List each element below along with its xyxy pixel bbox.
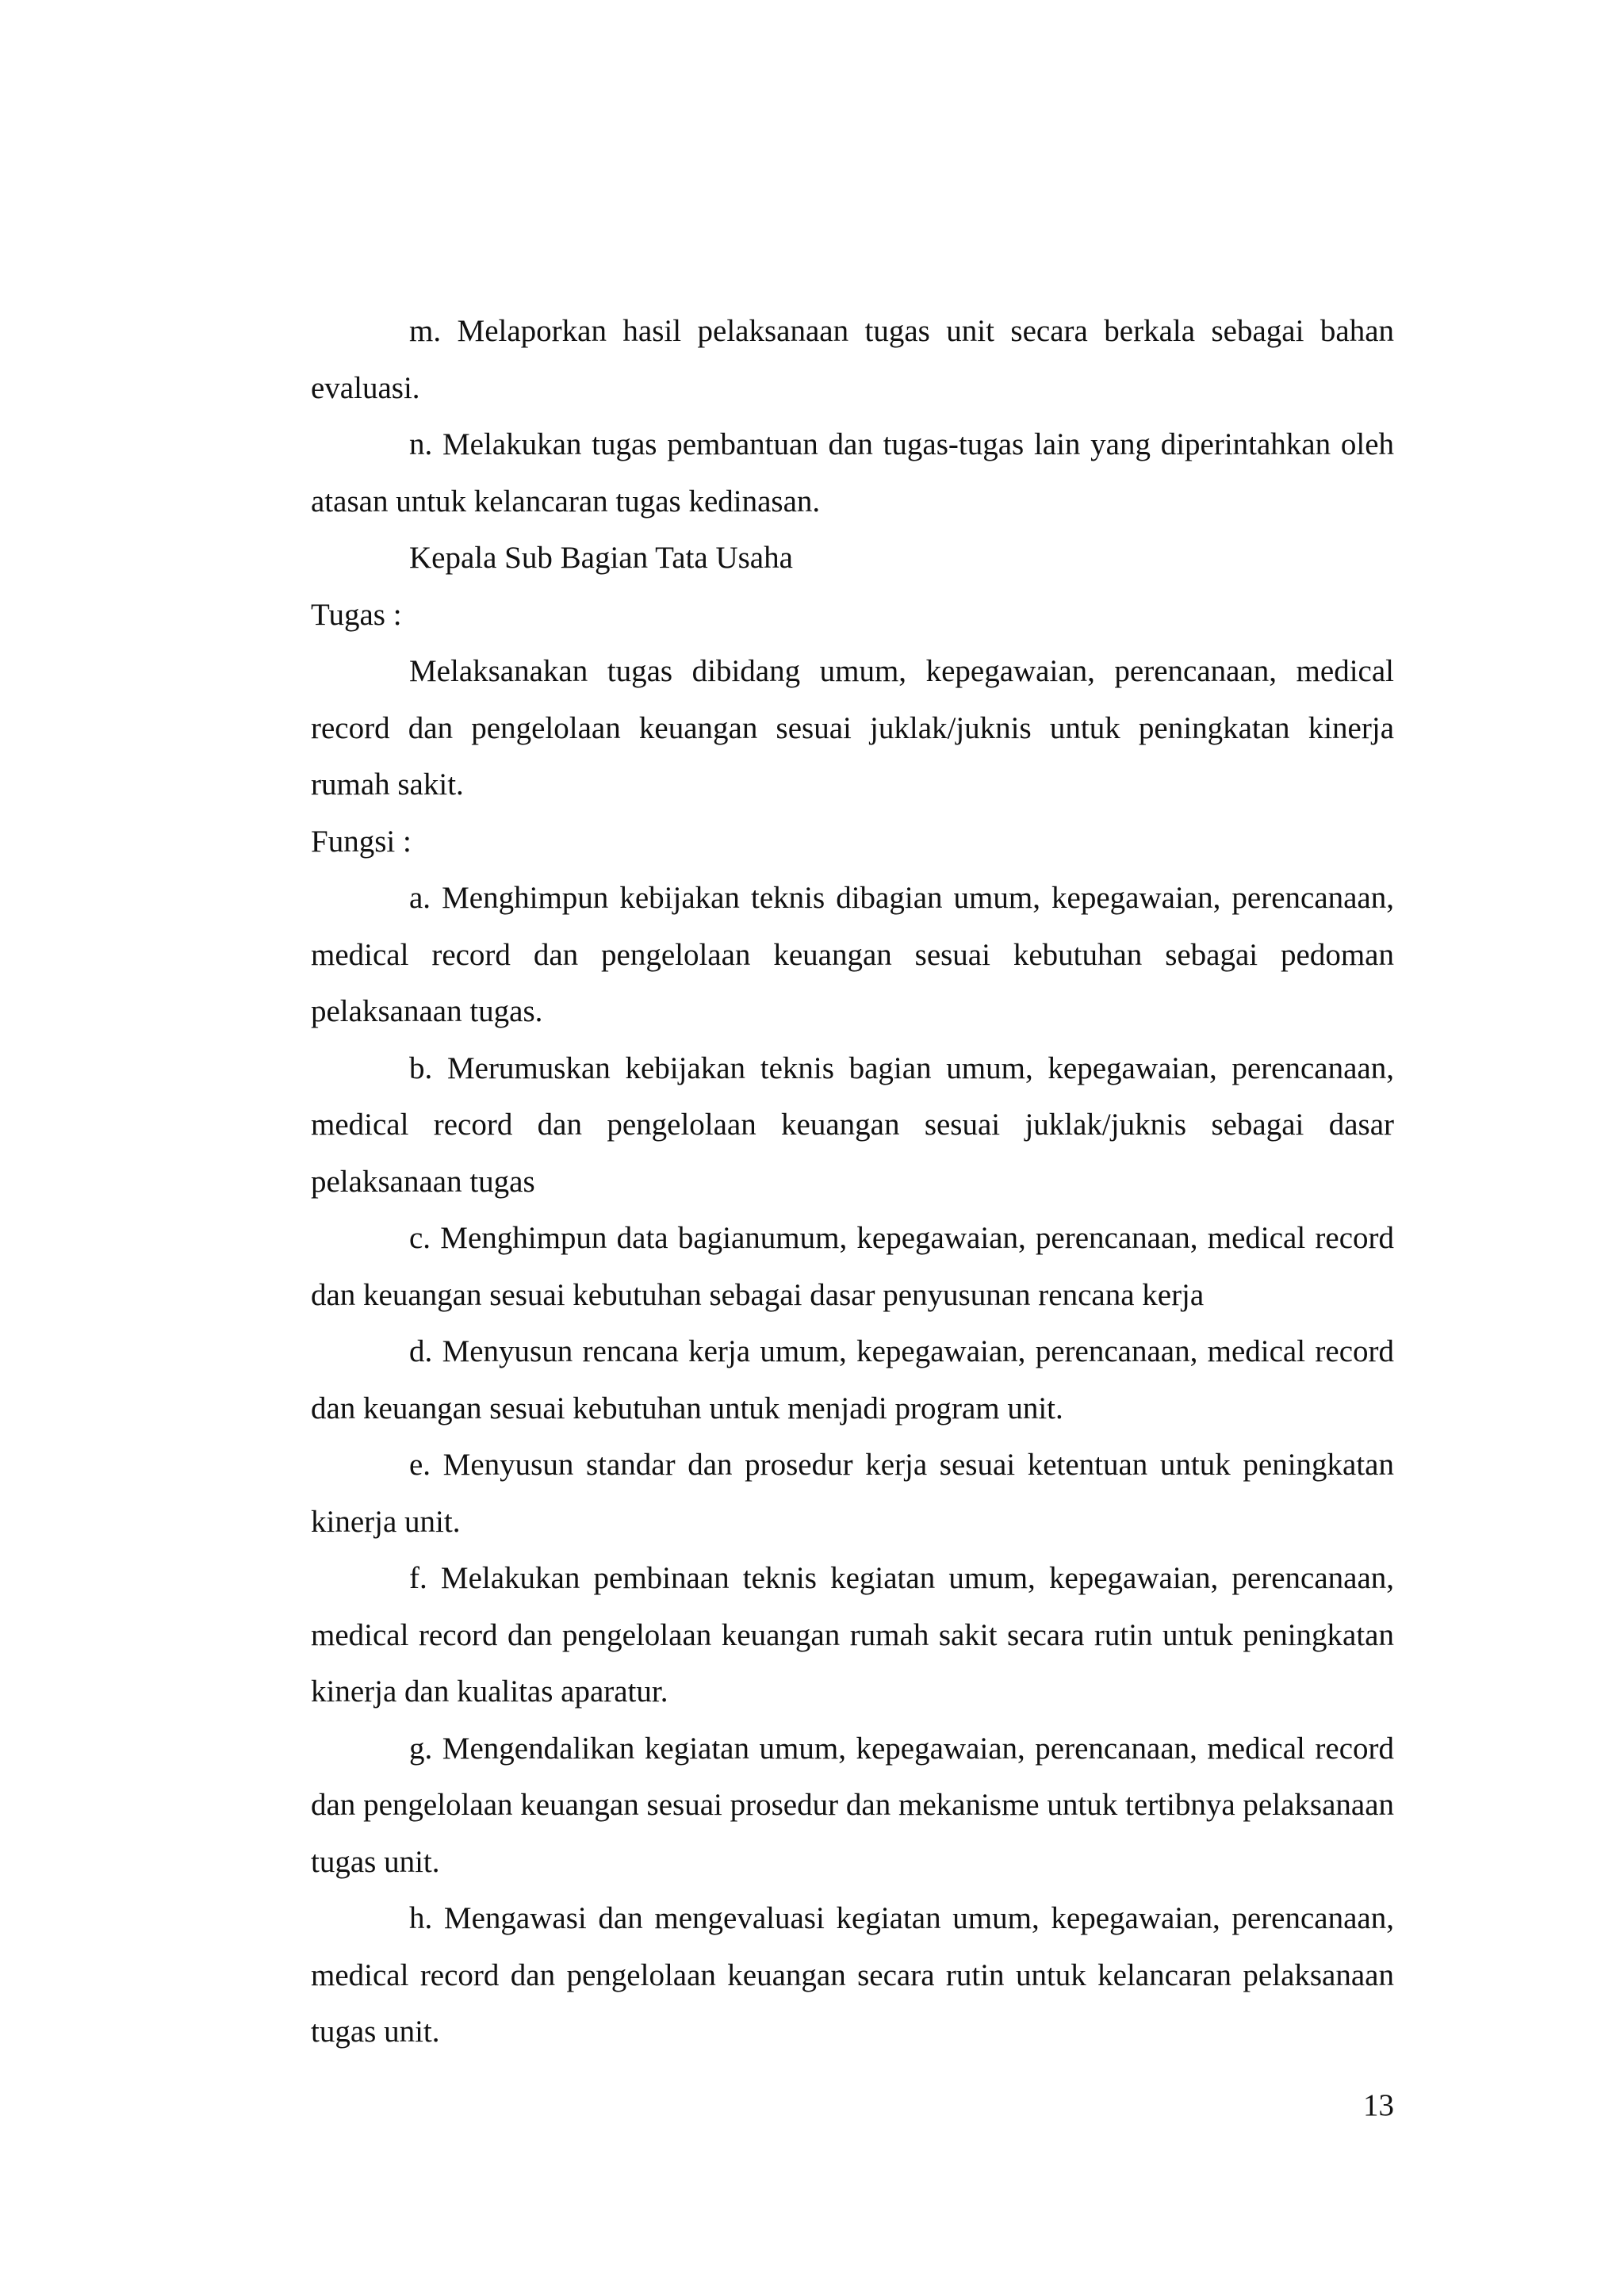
page-number: 13	[1363, 2088, 1394, 2122]
fungsi-item-h: h. Mengawasi dan mengevaluasi kegiatan umum, kepegawaian, perencanaan, medical record dan pengelolaan keuangan secara rutin untuk kelancaran pelaksanaan tugas unit.	[311, 1901, 1394, 2049]
fungsi-item-d: d. Menyusun rencana kerja umum, kepegawaian, perencanaan, medical record dan keuangan sesuai kebutuhan untuk menjadi program unit.	[311, 1334, 1394, 1425]
paragraph-item-n: n. Melakukan tugas pembantuan dan tugas-tugas lain yang diperintahkan oleh atasan untuk kelancaran tugas kedinasan.	[311, 427, 1394, 519]
paragraph-item-m: m. Melaporkan hasil pelaksanaan tugas unit secara berkala sebagai bahan evaluasi.	[311, 314, 1394, 405]
document-page	[311, 303, 1394, 2061]
tugas-label: Tugas :	[311, 597, 402, 632]
fungsi-item-b: b. Merumuskan kebijakan teknis bagian umum, kepegawaian, perencanaan, medical record dan pengelolaan keuangan sesuai juklak/juknis sebagai dasar pelaksanaan tugas	[311, 1050, 1394, 1199]
tugas-text: Melaksanakan tugas dibidang umum, kepegawaian, perencanaan, medical record dan pengelolaan keuangan sesuai juklak/juknis untuk peningkatan kinerja rumah sakit.	[311, 654, 1394, 802]
fungsi-item-f: f. Melakukan pembinaan teknis kegiatan umum, kepegawaian, perencanaan, medical record dan pengelolaan keuangan rumah sakit secara rutin untuk peningkatan kinerja dan kualitas aparatur.	[311, 1561, 1394, 1709]
fungsi-item-a: a. Menghimpun kebijakan teknis dibagian umum, kepegawaian, perencanaan, medical record dan pengelolaan keuangan sesuai kebutuhan sebagai pedoman pelaksanaan tugas.	[311, 881, 1394, 1028]
fungsi-item-c: c. Menghimpun data bagianumum, kepegawaian, perencanaan, medical record dan keuangan sesuai kebutuhan sebagai dasar penyusunan rencana kerja	[311, 1221, 1394, 1312]
fungsi-item-g: g. Mengendalikan kegiatan umum, kepegawaian, perencanaan, medical record dan pengelolaan keuangan sesuai prosedur dan mekanisme untuk tertibnya pelaksanaan tugas unit.	[311, 1731, 1394, 1879]
section-heading: Kepala Sub Bagian Tata Usaha	[409, 541, 793, 575]
fungsi-item-e: e. Menyusun standar dan prosedur kerja sesuai ketentuan untuk peningkatan kinerja unit.	[311, 1448, 1394, 1539]
fungsi-label: Fungsi :	[311, 824, 412, 859]
